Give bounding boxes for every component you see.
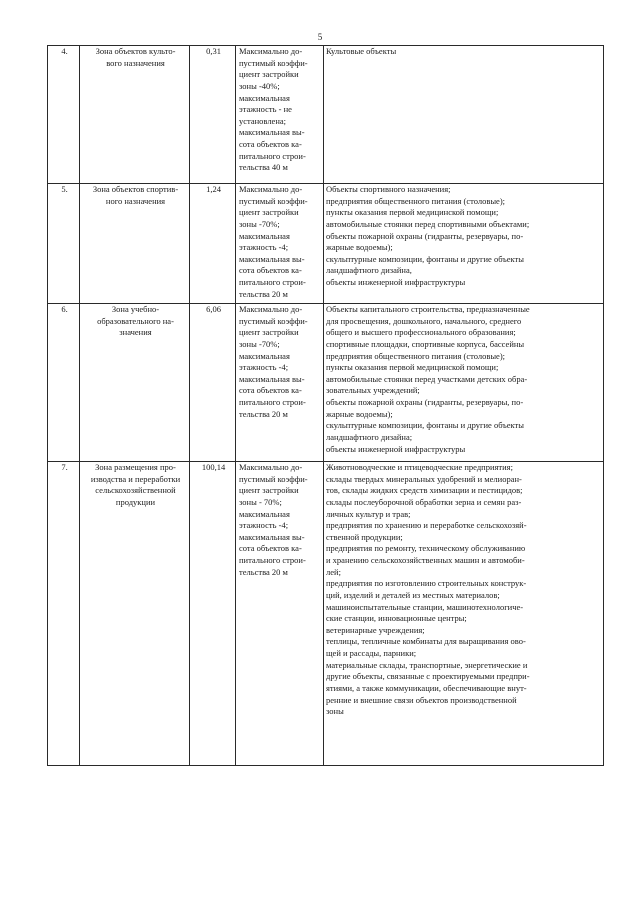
text-line: максимальная вы- <box>239 373 305 384</box>
zone-area-cell: 100,14 <box>190 462 236 766</box>
zone-objects-cell <box>324 462 604 766</box>
text-line: предприятия по изготовлению строительных конструк- <box>326 578 527 589</box>
text-line: установлена; <box>239 115 287 126</box>
text-line: ренние и внешние связи объектов производственной <box>326 694 517 705</box>
text-line: циент застройки <box>239 207 299 218</box>
zone-name-cell <box>80 304 190 462</box>
text-line: Объекты капитального строительства, предназначенные <box>326 304 530 314</box>
text-line: максимальная вы- <box>239 127 305 138</box>
text-line: ландшафтного дизайна, <box>326 265 412 276</box>
row-number-cell: 5. <box>48 184 80 304</box>
table-row <box>48 46 604 184</box>
zone-objects-cell <box>324 184 604 304</box>
text-line: максимальная <box>239 508 290 519</box>
text-line: предприятия общественного питания (столовые); <box>326 350 506 361</box>
text-line: объекты пожарной охраны (гидранты, резервуары, по- <box>326 397 524 407</box>
text-line: скульптурные композиции, фонтаны и другие объекты <box>326 253 524 264</box>
text-line: вого назначения <box>106 57 165 68</box>
text-line: материальные склады, транспортные, энергетические и <box>326 659 528 670</box>
text-line: тов, склады жидких средств химизации и пестицидов; <box>326 485 523 496</box>
text-line: этажность -4; <box>239 520 289 531</box>
text-line: Максимально до- <box>239 46 303 56</box>
text-line: зоны <box>326 706 344 717</box>
text-line: этажность -4; <box>239 362 289 373</box>
text-line: циент застройки <box>239 485 299 496</box>
text-line: ного назначения <box>105 195 166 206</box>
text-line: ландшафтного дизайна; <box>326 431 413 442</box>
text-line: предприятия общественного питания (столовые); <box>326 195 506 206</box>
text-line: объекты инженерной инфраструктуры <box>326 277 466 287</box>
text-line: пустимый коэффи- <box>239 195 308 206</box>
text-line: склады послеуборочной обработки зерна и семян раз- <box>326 496 522 507</box>
zone-area-cell: 1,24 <box>190 184 236 304</box>
text-line: зовательных учреждений; <box>326 385 420 396</box>
text-line: ветеринарные учреждения; <box>326 624 425 635</box>
zone-params-cell <box>236 462 324 766</box>
text-line: Зона размещения про- <box>95 462 176 472</box>
text-line: максимальная <box>239 92 290 103</box>
text-line: сота объектов ка- <box>239 265 302 276</box>
text-line: Максимально до- <box>239 184 303 194</box>
text-line: личных культур и трав; <box>326 508 411 519</box>
table-row <box>48 184 604 304</box>
table-row <box>48 304 604 462</box>
zone-params-cell <box>236 184 324 304</box>
text-line: питального строи- <box>239 397 306 407</box>
text-line: объекты пожарной охраны (гидранты, резервуары, по- <box>326 230 524 241</box>
text-line: для просвещения, дошкольного, начального, среднего <box>326 315 522 326</box>
text-line: зоны -40%; <box>239 80 280 91</box>
text-line: ственной продукции; <box>326 531 403 542</box>
zone-area-cell: 0,31 <box>190 46 236 184</box>
text-line: Объекты спортивного назначения; <box>326 184 451 194</box>
text-line: Максимально до- <box>239 462 303 472</box>
text-line: скульптурные композиции, фонтаны и другие объекты <box>326 420 524 431</box>
zone-objects-cell <box>324 46 604 184</box>
zone-params-cell <box>236 46 324 184</box>
text-line: лей; <box>326 566 341 577</box>
row-number-cell: 7. <box>48 462 80 766</box>
text-line: образовательного на- <box>97 315 174 326</box>
text-line: Зона объектов спортив- <box>92 184 179 194</box>
text-line: общего и высшего профессионального образования; <box>326 327 516 338</box>
zone-name-cell <box>80 46 190 184</box>
text-line: сота объектов ка- <box>239 543 302 554</box>
text-line: максимальная вы- <box>239 253 305 264</box>
text-line: другие объекты, связанные с проектируемыми предпри- <box>326 671 530 682</box>
text-line: объекты инженерной инфраструктуры <box>326 443 466 454</box>
text-line: сота объектов ка- <box>239 385 302 396</box>
page-number: 5 <box>317 32 323 42</box>
text-line: спортивные площадки, спортивные корпуса, бассейны <box>326 338 525 349</box>
text-line: жарные водоемы); <box>326 242 393 253</box>
zone-params-cell <box>236 304 324 462</box>
row-number-cell: 6. <box>48 304 80 462</box>
text-line: сельскохозяйственной <box>95 485 176 496</box>
text-line: продукции <box>115 496 156 507</box>
table-row <box>48 462 604 766</box>
text-line: теплицы, тепличные комбинаты для выращивания ово- <box>326 636 526 647</box>
text-line: жарные водоемы); <box>326 408 393 419</box>
zones-table-body <box>48 46 604 766</box>
text-line: питального строи- <box>239 277 306 287</box>
text-line: зоны - 70%; <box>239 496 282 507</box>
text-line: циент застройки <box>239 327 299 338</box>
text-line: автомобильные стоянки перед участками детских обра- <box>326 373 528 384</box>
text-line: питального строи- <box>239 150 306 161</box>
text-line: и хранению сельскохозяйственных машин и автомоби- <box>326 555 525 565</box>
text-line: ятиями, а также коммуникации, обеспечивающие внут- <box>326 682 527 693</box>
text-line: пустимый коэффи- <box>239 57 308 68</box>
row-number-cell: 4. <box>48 46 80 184</box>
text-line: этажность -4; <box>239 242 289 253</box>
text-line: предприятия по хранению и переработке сельскохозяй- <box>326 520 527 531</box>
text-line: максимальная вы- <box>239 531 305 542</box>
text-line: сота объектов ка- <box>239 139 302 149</box>
text-line: питального строи- <box>239 555 306 565</box>
text-line: предприятия по ремонту, техническому обслуживанию <box>326 543 526 554</box>
text-line: изводства и переработки <box>90 473 181 484</box>
text-line: Животноводческие и птицеводческие предприятия; <box>326 462 513 472</box>
text-line: Зона учебно- <box>111 304 160 314</box>
text-line: значения <box>119 327 152 338</box>
text-line: автомобильные стоянки перед спортивными объектами; <box>326 218 530 229</box>
zone-name-cell <box>80 184 190 304</box>
zone-name-cell <box>80 462 190 766</box>
text-line: Зона объектов культо- <box>95 46 176 56</box>
text-line: ские станции, инновационные центры; <box>326 613 467 624</box>
text-line: Максимально до- <box>239 304 303 314</box>
text-line: пункты оказания первой медицинской помощи; <box>326 362 499 373</box>
text-line: пустимый коэффи- <box>239 473 308 484</box>
text-line: тельства 20 м <box>239 566 288 577</box>
text-line: максимальная <box>239 230 290 241</box>
text-line: Культовые объекты <box>326 46 397 56</box>
zone-objects-cell <box>324 304 604 462</box>
text-line: ций, изделий и деталей из местных материалов; <box>326 589 500 600</box>
text-line: этажность - не <box>239 104 292 115</box>
text-line: тельства 20 м <box>239 288 288 299</box>
zones-table <box>47 45 604 766</box>
text-line: щей и рассады, парники; <box>326 648 417 658</box>
text-line: тельства 40 м <box>239 162 288 173</box>
text-line: машиноиспытательные станции, машинотехнологиче- <box>326 601 524 612</box>
text-line: циент застройки <box>239 69 299 80</box>
text-line: зоны -70%; <box>239 218 280 229</box>
text-line: пункты оказания первой медицинской помощи; <box>326 207 499 218</box>
text-line: зоны -70%; <box>239 338 280 349</box>
text-line: склады твердых минеральных удобрений и мелиоран- <box>326 473 522 484</box>
text-line: тельства 20 м <box>239 408 288 419</box>
text-line: максимальная <box>239 350 290 361</box>
zone-area-cell: 6,06 <box>190 304 236 462</box>
text-line: пустимый коэффи- <box>239 315 308 326</box>
